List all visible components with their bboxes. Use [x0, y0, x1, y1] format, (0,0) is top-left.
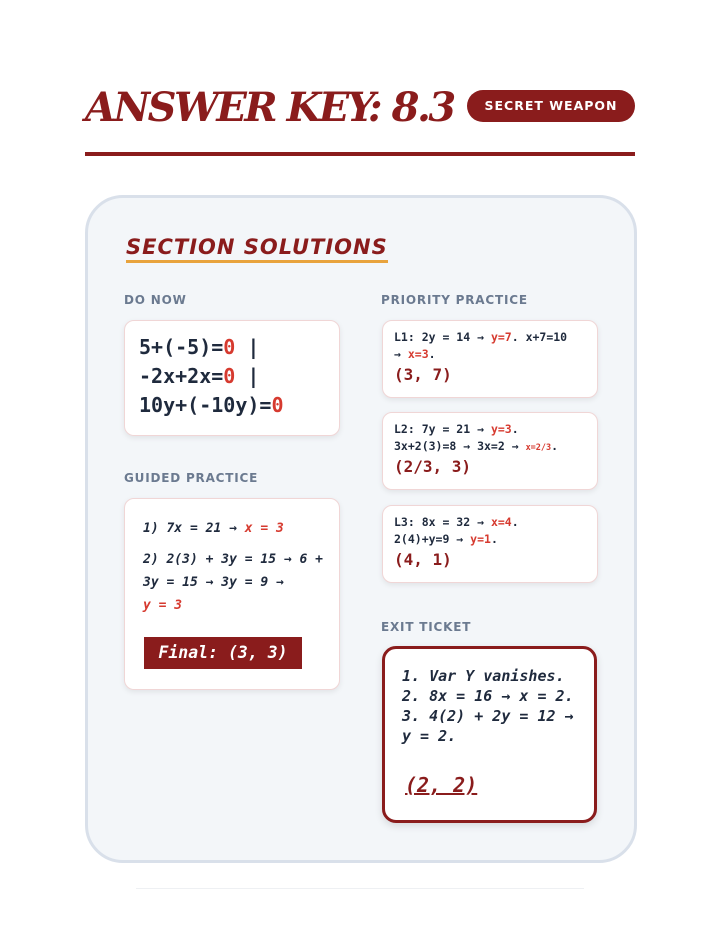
- do-now-lines: [139, 333, 284, 420]
- exit-ticket-card: [382, 646, 597, 823]
- exit-ticket-step: 2. 8x = 16 → x = 2.: [402, 687, 574, 705]
- guided-practice-label: GUIDED PRACTICE: [124, 471, 259, 485]
- do-now-label: DO NOW: [124, 293, 187, 307]
- exit-ticket-step: 1. Var Y vanishes.: [402, 667, 565, 685]
- guided-practice-card: [124, 498, 340, 690]
- do-now-card: [124, 320, 340, 436]
- priority-work: L3: 8x = 32 → x=4. 2(4)+y=9 → y=1.: [394, 515, 519, 546]
- priority-practice-label: PRIORITY PRACTICE: [381, 293, 528, 307]
- footer-divider: [136, 888, 584, 889]
- page-header: [85, 84, 635, 156]
- guided-steps: [143, 517, 323, 617]
- exit-ticket-answer: (2, 2): [405, 773, 478, 797]
- priority-answer: (4, 1): [394, 550, 452, 569]
- priority-work: L1: 2y = 14 → y=7. x+7=10 → x=3.: [394, 330, 568, 361]
- exit-ticket-step: 3. 4(2) + 2y = 12 → y = 2.: [402, 707, 574, 745]
- final-answer-box: Final: (3, 3): [144, 637, 302, 669]
- exit-ticket-label: EXIT TICKET: [381, 620, 472, 634]
- priority-answer: (3, 7): [394, 365, 452, 384]
- do-now-line: 10y+(-10y)=0: [139, 393, 284, 417]
- page-title: ANSWER KEY: 8.3: [85, 84, 454, 131]
- exit-ticket-steps: [402, 666, 582, 746]
- do-now-line: -2x+2x=0 |: [139, 364, 260, 388]
- secret-weapon-badge: SECRET WEAPON: [467, 90, 635, 122]
- do-now-line: 5+(-5)=0 |: [139, 335, 260, 359]
- guided-step-2: 2) 2(3) + 3y = 15 → 6 + 3y = 15 → 3y = 9 → y = 3: [143, 552, 324, 613]
- priority-item-card: [382, 412, 598, 490]
- priority-answer: (2/3, 3): [394, 457, 472, 476]
- section-title: SECTION SOLUTIONS: [126, 234, 388, 263]
- solutions-panel: [85, 195, 637, 863]
- priority-work: L2: 7y = 21 → y=3. 3x+2(3)=8 → 3x=2 → x=2/3.: [394, 422, 559, 453]
- priority-item-card: [382, 320, 598, 398]
- guided-step-1: 1) 7x = 21 → x = 3: [143, 521, 284, 536]
- priority-item-card: [382, 505, 598, 583]
